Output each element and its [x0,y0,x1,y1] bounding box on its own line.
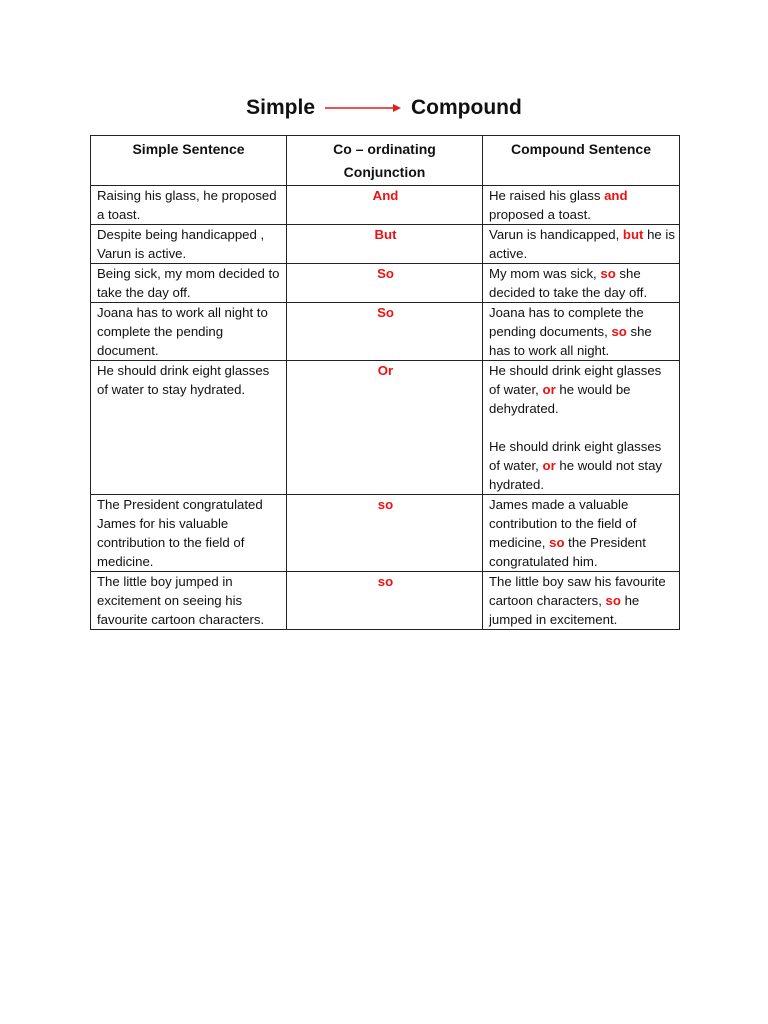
header-simple-sentence: Simple Sentence [91,136,287,186]
sentence-text: He should drink eight glasses of water, [489,439,662,473]
conjunction-highlight: or [542,382,556,397]
conjunction-cell: So [287,303,483,361]
compound-sentence-paragraph [489,186,675,224]
sentence-text: the President congratulated him. [489,535,646,569]
sentence-text: she has to work all night. [489,324,652,358]
compound-sentence-paragraph [489,572,675,629]
compound-sentence-paragraph [489,225,675,263]
table-row [91,303,680,361]
sentence-text: Joana has to complete the pending documents, [489,305,644,339]
compound-sentence-paragraph [489,303,675,360]
table-row [91,495,680,572]
compound-sentence-paragraph [489,437,675,494]
sentence-text: he is active. [489,227,675,261]
right-arrow-icon [323,101,403,115]
compound-sentence-cell [483,186,680,225]
table-header-row [91,136,680,186]
simple-sentence-cell: The little boy jumped in excitement on seeing his favourite cartoon characters. [91,572,287,630]
table-row [91,572,680,630]
simple-sentence-cell: He should drink eight glasses of water to stay hydrated. [91,361,287,495]
conjunction-cell: And [287,186,483,225]
conjunction-highlight: so [611,324,627,339]
simple-sentence-cell: Being sick, my mom decided to take the day off. [91,264,287,303]
conjunction-highlight: or [542,458,556,473]
conjunction-highlight: and [604,188,628,203]
compound-sentence-cell [483,264,680,303]
sentence-text: He raised his glass [489,188,605,203]
sentence-text: The little boy saw his favourite cartoon characters, [489,574,666,608]
compound-sentence-paragraph [489,495,675,571]
simple-sentence-cell: Raising his glass, he proposed a toast. [91,186,287,225]
simple-sentence-cell: The President congratulated James for his valuable contribution to the field of medicine. [91,495,287,572]
conjunction-cell: so [287,495,483,572]
sentence-text: she decided to take the day off. [489,266,648,300]
page-title [0,92,768,124]
conjunction-cell: so [287,572,483,630]
conjunction-cell: So [287,264,483,303]
compound-sentence-cell [483,303,680,361]
table-row [91,361,680,495]
table-row [91,264,680,303]
header-conjunction: Co – ordinating Conjunction [287,136,483,186]
compound-sentence-cell [483,495,680,572]
conjunction-highlight: but [622,227,644,242]
title-compound: Compound [411,96,522,119]
sentence-text: My mom was sick, [489,266,601,281]
sentence-text: Varun is handicapped, [489,227,623,242]
conjunction-highlight: so [605,593,621,608]
title-simple: Simple [246,96,316,119]
compound-sentence-paragraph [489,361,675,418]
sentence-text: proposed a toast. [489,207,591,222]
conversion-table [90,135,680,630]
header-compound-sentence: Compound Sentence [483,136,680,186]
table-body [91,186,680,630]
sentence-text: He should drink eight glasses of water, [489,363,662,397]
sentence-text: James made a valuable contribution to the field of medicine, [489,497,637,550]
sentence-text: he would be dehydrated. [489,382,631,416]
conjunction-cell: Or [287,361,483,495]
sentence-text: he jumped in excitement. [489,593,640,627]
conjunction-highlight: so [600,266,616,281]
compound-sentence-cell [483,361,680,495]
conjunction-highlight: so [549,535,565,550]
compound-sentence-paragraph [489,264,675,302]
table-row [91,225,680,264]
compound-sentence-cell [483,572,680,630]
sentence-text: he would not stay hydrated. [489,458,663,492]
conjunction-cell: But [287,225,483,264]
table-row [91,186,680,225]
compound-sentence-cell [483,225,680,264]
simple-sentence-cell: Joana has to work all night to complete the pending document. [91,303,287,361]
simple-sentence-cell: Despite being handicapped , Varun is active. [91,225,287,264]
